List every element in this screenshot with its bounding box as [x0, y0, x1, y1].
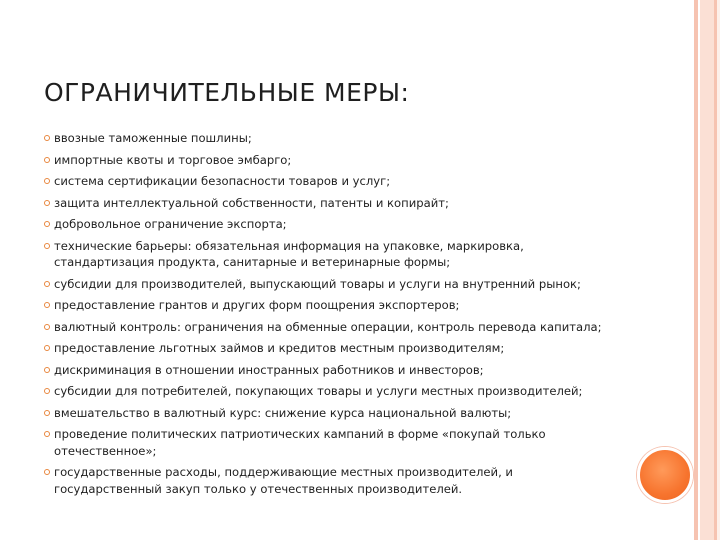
bullet-item — [44, 152, 614, 169]
bullet-list — [44, 130, 614, 502]
bullet-text: субсидии для производителей, выпускающий товары и услуги на внутренний рынок; — [54, 276, 581, 291]
bullet-text: предоставление льготных займов и кредитов местным производителям; — [54, 341, 505, 355]
bullet-marker-icon — [44, 157, 50, 163]
bullet-text: валютный контроль: ограничения на обменные операции, контроль перевода капитала; — [54, 319, 602, 334]
bullet-text: государственные расходы, поддерживающие местных производителей, и государственный закуп только у отечественных производителей. — [54, 465, 513, 496]
bullet-marker-icon — [44, 410, 50, 416]
bullet-item — [44, 426, 614, 459]
bullet-item — [44, 340, 614, 357]
decorative-stripe — [700, 0, 714, 540]
bullet-text: вмешательство в валютный курс: снижение курса национальной валюты; — [54, 405, 512, 420]
bullet-marker-icon — [44, 281, 50, 287]
decorative-stripe — [694, 0, 698, 540]
bullet-item — [44, 238, 614, 271]
bullet-marker-icon — [44, 135, 50, 141]
bullet-marker-icon — [44, 243, 50, 249]
bullet-item — [44, 464, 614, 497]
bullet-item — [44, 216, 614, 233]
bullet-marker-icon — [44, 388, 50, 394]
bullet-item — [44, 297, 614, 314]
bullet-text: импортные квоты и торговое эмбарго; — [54, 152, 292, 167]
bullet-item — [44, 130, 614, 147]
bullet-text: субсидии для потребителей, покупающих товары и услуги местных производителей; — [54, 384, 583, 398]
decorative-circle-icon — [637, 447, 693, 503]
bullet-text: дискриминация в отношении иностранных работников и инвесторов; — [54, 362, 484, 377]
bullet-item — [44, 319, 614, 336]
bullet-text: добровольное ограничение экспорта; — [54, 217, 287, 231]
bullet-item — [44, 362, 614, 379]
bullet-text: ввозные таможенные пошлины; — [54, 131, 252, 145]
bullet-text: технические барьеры: обязательная информация на упаковке, маркировка, стандартизация продукта, санитарные и ветеринарные формы; — [54, 238, 524, 269]
bullet-marker-icon — [44, 221, 50, 227]
bullet-item — [44, 173, 614, 190]
bullet-text: система сертификации безопасности товаров и услуг; — [54, 174, 391, 188]
bullet-text: проведение политических патриотических кампаний в форме «покупай только отечественное»; — [54, 427, 546, 458]
bullet-item — [44, 405, 614, 422]
bullet-marker-icon — [44, 367, 50, 373]
bullet-marker-icon — [44, 469, 50, 475]
slide-title: ОГРАНИЧИТЕЛЬНЫЕ МЕРЫ: — [44, 78, 410, 107]
bullet-item — [44, 276, 614, 293]
bullet-text: защита интеллектуальной собственности, патенты и копирайт; — [54, 195, 449, 210]
bullet-item — [44, 383, 614, 400]
bullet-marker-icon — [44, 200, 50, 206]
bullet-text: предоставление грантов и других форм поощрения экспортеров; — [54, 298, 460, 312]
bullet-marker-icon — [44, 431, 50, 437]
bullet-marker-icon — [44, 302, 50, 308]
bullet-marker-icon — [44, 324, 50, 330]
bullet-marker-icon — [44, 178, 50, 184]
bullet-item — [44, 195, 614, 212]
bullet-marker-icon — [44, 345, 50, 351]
